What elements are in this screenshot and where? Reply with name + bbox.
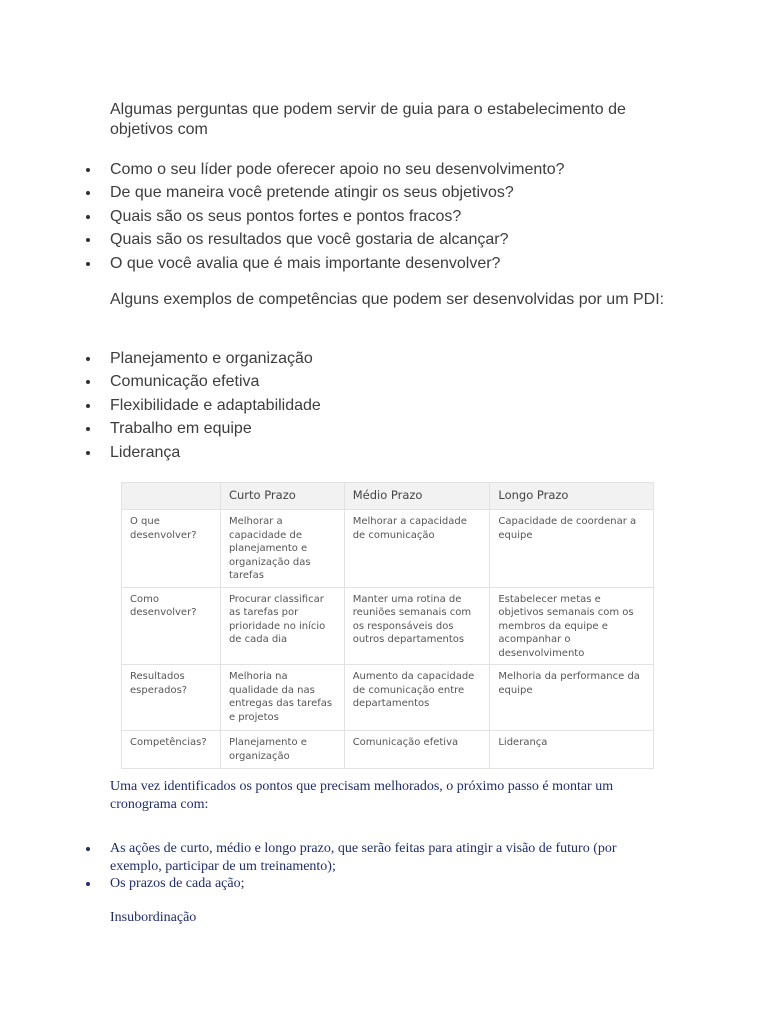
pdi-table — [121, 482, 654, 769]
table-row — [122, 510, 654, 588]
next-step-paragraph: Uma vez identificados os pontos que precisam melhorados, o próximo passo é montar um cronograma com: — [110, 779, 614, 812]
table-cell: Procurar classificar as tarefas por prioridade no início de cada dia — [220, 587, 344, 665]
competencies-intro: Alguns exemplos de competências que podem ser desenvolvidas por um PDI: — [110, 291, 665, 308]
table-row — [122, 731, 654, 769]
table-cell: Liderança — [490, 731, 654, 769]
intro-paragraph: Algumas perguntas que podem servir de guia para o estabelecimento de objetivos com — [110, 101, 626, 138]
list-item: O que você avalia que é mais importante desenvolver? — [86, 252, 686, 275]
list-item: Flexibilidade e adaptabilidade — [86, 394, 686, 417]
list-item: As ações de curto, médio e longo prazo, que serão feitas para atingir a visão de futuro (por exemplo, participar de um treinamento); — [86, 840, 646, 875]
footer-word: Insubordinação — [110, 910, 197, 925]
table-cell: Capacidade de coordenar a equipe — [490, 510, 654, 588]
list-item: Os prazos de cada ação; — [86, 875, 646, 893]
questions-list — [86, 158, 686, 275]
table-cell: Melhoria na qualidade da nas entregas das tarefas e projetos — [220, 665, 344, 731]
list-item: Planejamento e organização — [86, 347, 686, 370]
list-item: Trabalho em equipe — [86, 417, 686, 440]
table-cell: Melhorar a capacidade de comunicação — [344, 510, 490, 588]
table-header-cell: Longo Prazo — [490, 483, 654, 510]
list-item: Comunicação efetiva — [86, 370, 686, 393]
table-cell: Competências? — [122, 731, 221, 769]
table-cell: Planejamento e organização — [220, 731, 344, 769]
table-header-row — [122, 483, 654, 510]
table-row — [122, 587, 654, 665]
table-cell: Melhoria da performance da equipe — [490, 665, 654, 731]
table-row — [122, 665, 654, 731]
table-cell: O que desenvolver? — [122, 510, 221, 588]
table-cell: Comunicação efetiva — [344, 731, 490, 769]
table-cell: Melhorar a capacidade de planejamento e organização das tarefas — [220, 510, 344, 588]
table-cell: Estabelecer metas e objetivos semanais com os membros da equipe e acompanhar o desenvolvimento — [490, 587, 654, 665]
competencies-list — [86, 347, 686, 464]
table-header-cell: Curto Prazo — [220, 483, 344, 510]
list-item: Liderança — [86, 441, 686, 464]
list-item: Quais são os resultados que você gostaria de alcançar? — [86, 228, 686, 251]
list-item: Como o seu líder pode oferecer apoio no seu desenvolvimento? — [86, 158, 686, 181]
table-cell: Aumento da capacidade de comunicação entre departamentos — [344, 665, 490, 731]
table-cell: Resultados esperados? — [122, 665, 221, 731]
table-header-cell: Médio Prazo — [344, 483, 490, 510]
schedule-list — [86, 840, 646, 893]
list-item: De que maneira você pretende atingir os seus objetivos? — [86, 181, 686, 204]
list-item: Quais são os seus pontos fortes e pontos fracos? — [86, 205, 686, 228]
table-cell: Como desenvolver? — [122, 587, 221, 665]
table-cell: Manter uma rotina de reuniões semanais com os responsáveis dos outros departamentos — [344, 587, 490, 665]
table-header-cell — [122, 483, 221, 510]
